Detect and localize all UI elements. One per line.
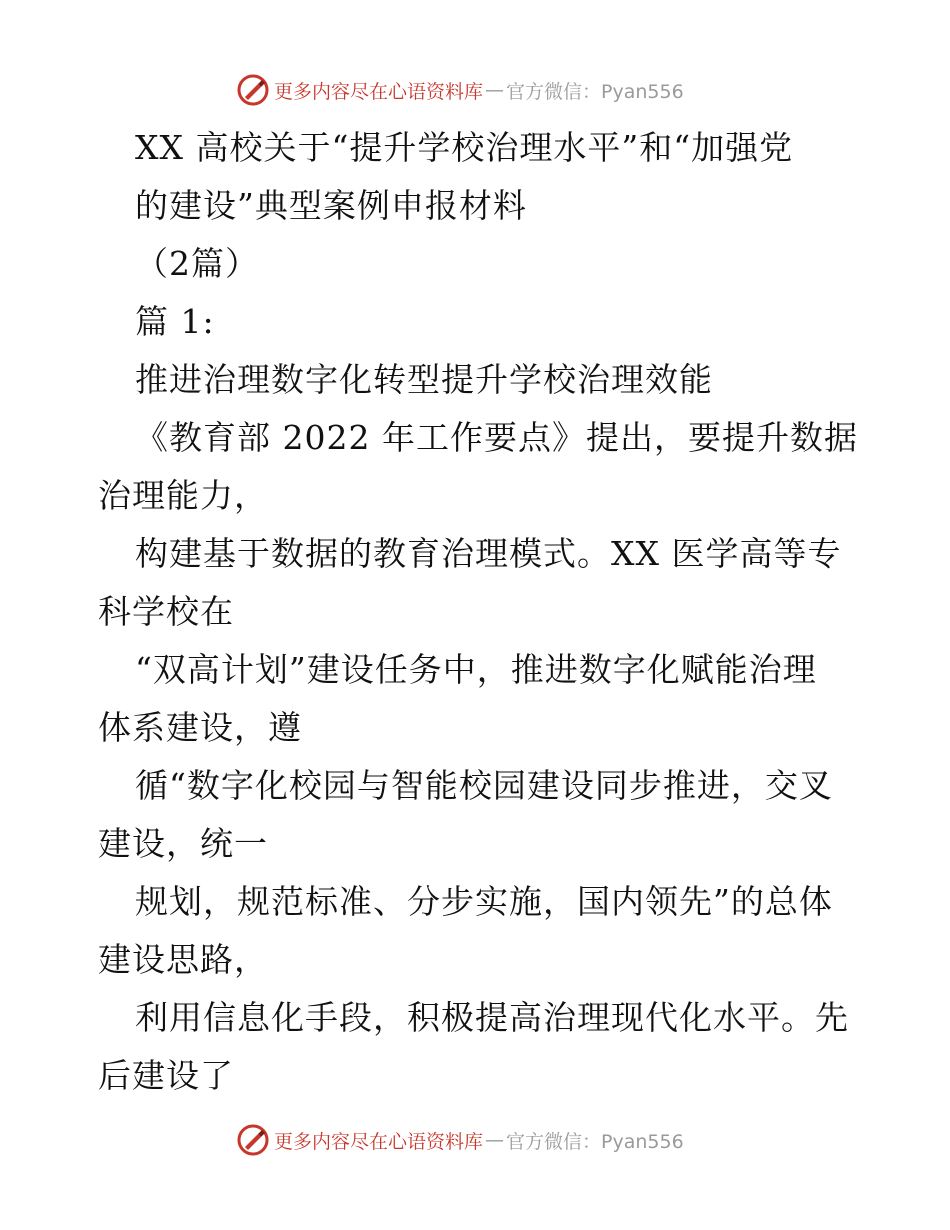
watermark-separator: —: [485, 1129, 505, 1151]
paragraph-line: 治理能力，: [98, 476, 268, 515]
watermark-site-text: 更多内容尽在心语资料库: [274, 1130, 484, 1153]
paragraph-line: 规划，规范标准、分步实施，国内领先”的总体: [135, 882, 833, 921]
paragraph-line: 建设，统一: [98, 824, 268, 863]
footer-watermark: [236, 1122, 684, 1158]
paragraph-line: 构建基于数据的教育治理模式。XX 医学高等专: [135, 534, 842, 573]
pen-logo-icon: [236, 1123, 270, 1157]
watermark-site-text: 更多内容尽在心语资料库: [274, 80, 484, 103]
watermark-separator: —: [485, 79, 505, 101]
paragraph-line: 循“数字化校园与智能校园建设同步推进，交叉: [135, 766, 833, 805]
paragraph-line: 体系建设，遵: [98, 708, 302, 747]
paragraph-line: 科学校在: [98, 592, 234, 631]
document-title-line-2: 的建设”典型案例申报材料: [135, 186, 527, 225]
document-count-label: （2篇）: [135, 244, 259, 283]
watermark-contact-text: 官方微信：Pyan556: [506, 80, 684, 103]
paragraph-line: 《教育部 2022 年工作要点》提出，要提升数据: [135, 418, 858, 457]
header-watermark: [236, 72, 684, 108]
paragraph-line: 建设思路，: [98, 940, 268, 979]
pen-logo-icon: [236, 73, 270, 107]
paragraph-line: 利用信息化手段，积极提高治理现代化水平。先: [135, 998, 849, 1037]
paragraph-line: 后建设了: [98, 1056, 234, 1095]
paragraph-line: “双高计划”建设任务中，推进数字化赋能治理: [135, 650, 817, 689]
section-title: 推进治理数字化转型提升学校治理效能: [135, 360, 713, 399]
watermark-contact-text: 官方微信：Pyan556: [506, 1130, 684, 1153]
section-label: 篇 1:: [135, 302, 215, 341]
document-title-line-1: XX 高校关于“提升学校治理水平”和“加强党: [135, 128, 794, 167]
